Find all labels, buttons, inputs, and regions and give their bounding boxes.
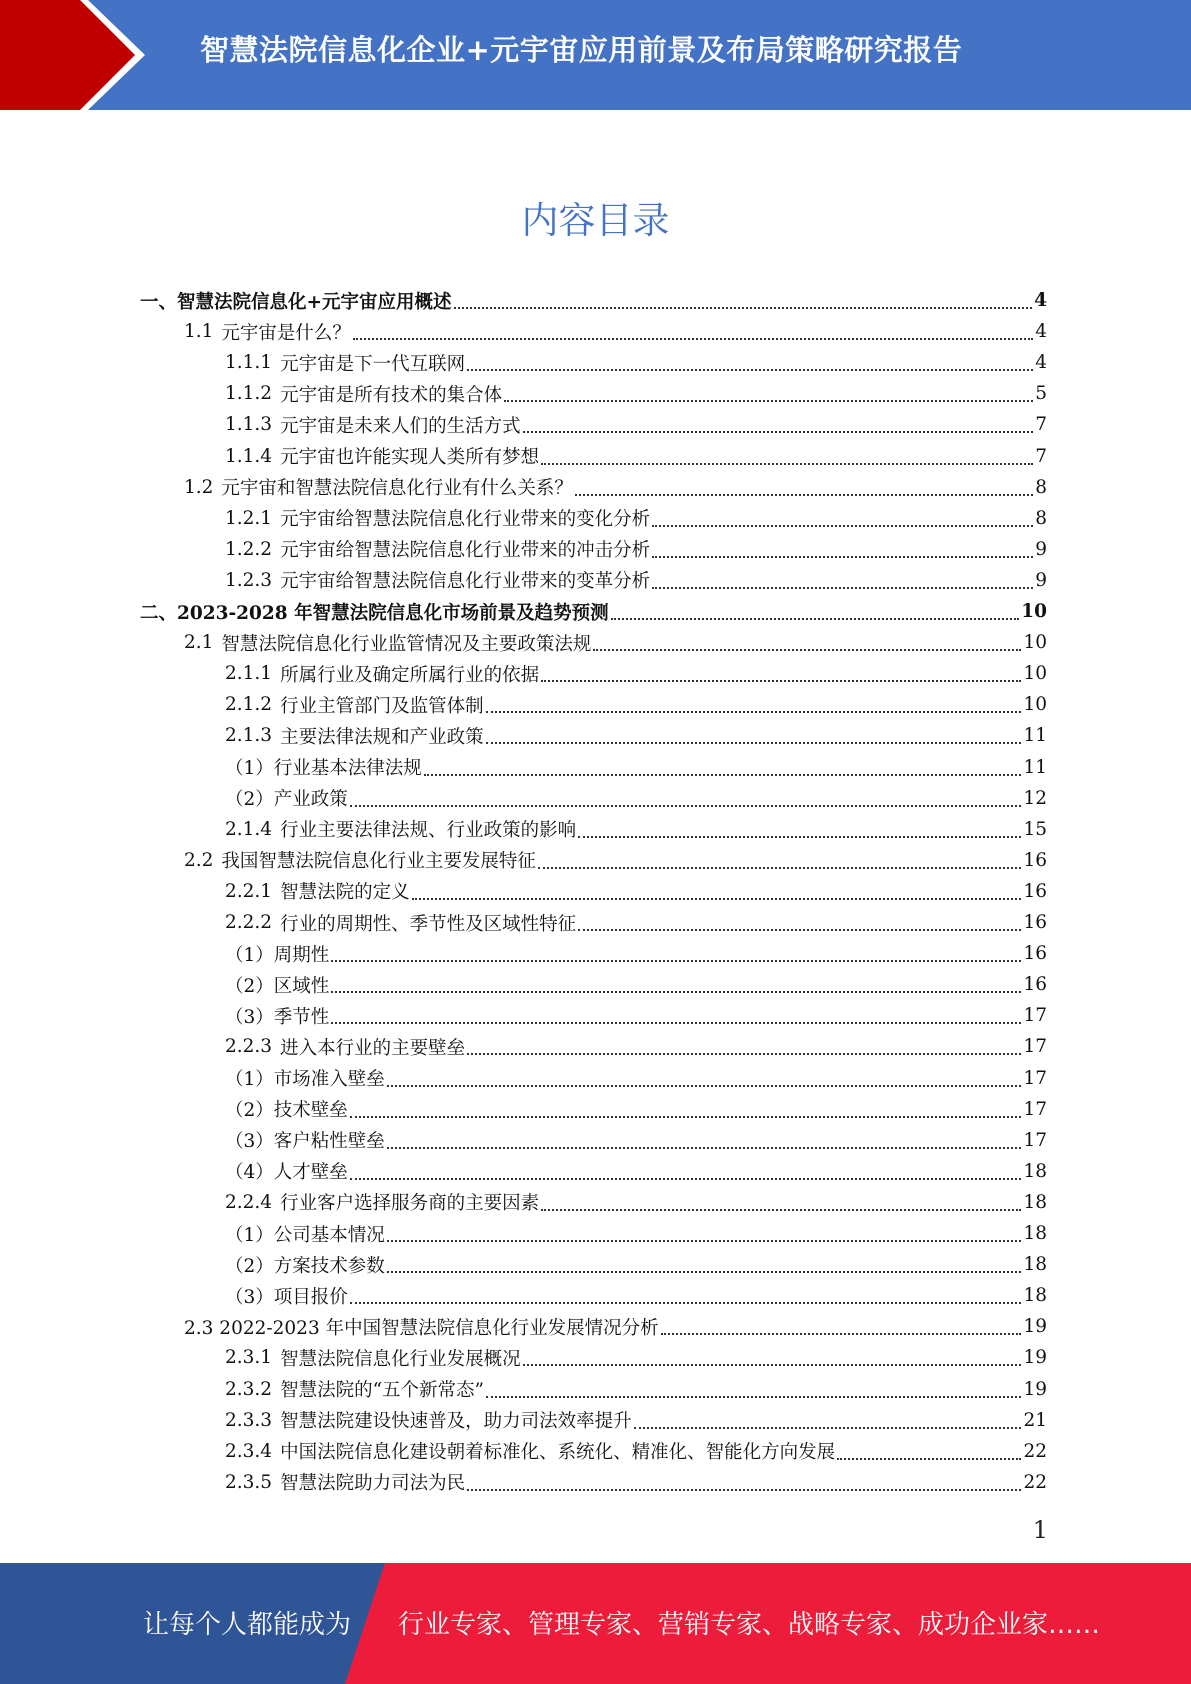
toc-dot-leader <box>541 462 1033 465</box>
toc-entry[interactable] <box>225 1280 1047 1311</box>
toc-entry-text: （4）人才壁垒 <box>225 1162 348 1184</box>
toc-entry-page: 4 <box>1034 290 1047 311</box>
toc-entry[interactable] <box>140 285 1047 316</box>
report-title: 智慧法院信息化企业+元宇宙应用前景及布局策略研究报告 <box>200 33 963 67</box>
toc-entry-number: 2.3.2 <box>225 1378 273 1400</box>
toc-entry-page: 19 <box>1023 1347 1047 1369</box>
toc-dot-leader <box>541 679 1021 682</box>
toc-entry-text: 行业主管部门及监管体制 <box>280 695 484 717</box>
toc-dot-leader <box>541 1208 1021 1211</box>
toc-dot-leader <box>661 1332 1022 1335</box>
toc-entry-page: 7 <box>1035 414 1047 436</box>
toc-entry-number: 2.2.3 <box>225 1036 273 1058</box>
toc-entry-text: （3）客户粘性壁垒 <box>225 1131 385 1153</box>
toc-entry-page: 16 <box>1023 849 1047 871</box>
toc-entry-text: 行业客户选择服务商的主要因素 <box>280 1193 540 1215</box>
toc-entry-number: 1.1.1 <box>225 352 273 374</box>
toc-entry-text: 元宇宙给智慧法院信息化行业带来的变革分析 <box>280 571 651 593</box>
toc-dot-leader <box>575 493 1033 496</box>
toc-entry-number: 2.3.3 <box>225 1409 273 1431</box>
toc-entry-number: 2.1.4 <box>225 818 273 840</box>
toc-entry-text: （2）方案技术参数 <box>225 1255 385 1277</box>
toc-dot-leader <box>538 866 1022 869</box>
toc-dot-leader <box>387 1270 1022 1273</box>
toc-dot-leader <box>467 1052 1021 1055</box>
toc-entry-text: 智慧法院建设快速普及，助力司法效率提升 <box>280 1411 632 1433</box>
toc-dot-leader <box>523 430 1034 433</box>
toc-entry-text: （1）行业基本法律法规 <box>225 758 422 779</box>
toc-entry-page: 10 <box>1023 632 1047 654</box>
toc-entry-page: 18 <box>1023 1160 1047 1182</box>
toc-entry-page: 22 <box>1023 1440 1047 1462</box>
toc-entry-page: 12 <box>1023 787 1047 809</box>
toc-dot-leader <box>486 1395 1021 1398</box>
toc-entry-number: 1.1.3 <box>225 414 273 436</box>
toc-entry-number: 2.1.3 <box>225 725 273 747</box>
toc-entry-number: 2.3.1 <box>225 1347 273 1369</box>
toc-entry-page: 7 <box>1035 445 1047 467</box>
header-arrow-decoration <box>0 0 150 110</box>
toc-entry-text: 进入本行业的主要壁垒 <box>280 1037 466 1059</box>
toc-entry-page: 10 <box>1023 663 1047 685</box>
toc-entry-text: 智慧法院的定义 <box>280 882 410 904</box>
toc-entry-page: 17 <box>1023 1036 1047 1058</box>
toc-dot-leader <box>454 306 1033 309</box>
toc-dot-leader <box>467 1488 1021 1491</box>
toc-entry-number: 2.3.4 <box>225 1440 273 1462</box>
toc-entry[interactable] <box>225 1249 1047 1280</box>
toc-entry-text: 元宇宙是所有技术的集合体 <box>280 384 503 406</box>
toc-entry-text: 我国智慧法院信息化行业主要发展特征 <box>221 851 536 873</box>
toc-dot-leader <box>331 959 1021 962</box>
toc-entry[interactable] <box>225 565 1047 596</box>
toc-dot-leader <box>350 1177 1022 1180</box>
toc-entry[interactable] <box>225 1094 1047 1125</box>
toc-dot-leader <box>523 1363 1022 1366</box>
toc-entry[interactable] <box>225 441 1047 472</box>
toc-entry-number: 1.2.2 <box>225 538 273 560</box>
toc-entry[interactable] <box>225 876 1047 907</box>
toc-entry-number: 1.2.3 <box>225 569 273 591</box>
toc-entry-page: 9 <box>1035 538 1047 560</box>
toc-entry[interactable] <box>225 938 1047 969</box>
toc-entry[interactable] <box>184 472 1047 503</box>
toc-entry[interactable] <box>225 1125 1047 1156</box>
toc-entry-page: 18 <box>1023 1191 1047 1213</box>
toc-entry[interactable] <box>225 783 1047 814</box>
toc-entry[interactable] <box>225 1342 1047 1373</box>
toc-entry-page: 18 <box>1023 1254 1047 1276</box>
toc-entry-number: 1.2 <box>184 476 214 498</box>
toc-entry[interactable] <box>184 627 1047 658</box>
toc-dot-leader <box>350 1115 1022 1118</box>
toc-entry-text: 二、2023-2028 年智慧法院信息化市场前景及趋势预测 <box>140 602 609 624</box>
toc-entry[interactable] <box>225 1063 1047 1094</box>
toc-entry-number: 1.1.4 <box>225 445 273 467</box>
toc-entry[interactable] <box>225 689 1047 720</box>
toc-entry[interactable] <box>225 969 1047 1000</box>
toc-dot-leader <box>578 835 1021 838</box>
toc-entry-text: （3）项目报价 <box>225 1286 348 1308</box>
toc-entry-page: 4 <box>1035 352 1047 374</box>
toc-dot-leader <box>387 1146 1022 1149</box>
page-number: 1 <box>1032 1516 1048 1544</box>
toc-dot-leader <box>652 555 1033 558</box>
toc-entry-number: 1.1 <box>184 321 214 343</box>
toc-entry-text: （2）技术壁垒 <box>225 1100 348 1122</box>
toc-entry[interactable] <box>225 1405 1047 1436</box>
toc-entry-text: 智慧法院信息化行业监管情况及主要政策法规 <box>221 633 592 655</box>
toc-dot-leader <box>331 990 1021 993</box>
toc-entry-page: 19 <box>1023 1316 1047 1338</box>
toc-entry-page: 17 <box>1023 1005 1047 1027</box>
toc-dot-leader <box>486 710 1022 713</box>
toc-entry-page: 10 <box>1023 694 1047 716</box>
toc-dot-leader <box>611 617 1020 620</box>
toc-dot-leader <box>652 586 1033 589</box>
toc-entry-text: 智慧法院信息化行业发展概况 <box>280 1348 521 1370</box>
toc-entry[interactable] <box>184 845 1047 876</box>
toc-entry-page: 11 <box>1023 725 1047 747</box>
toc-entry-page: 22 <box>1023 1471 1047 1493</box>
toc-entry[interactable] <box>225 720 1047 751</box>
toc-entry-page: 9 <box>1035 569 1047 591</box>
footer-slogan-left: 让每个人都能成为 <box>143 1610 352 1640</box>
toc-entry-number: 2.3.5 <box>225 1471 273 1493</box>
toc-entry[interactable] <box>225 1156 1047 1187</box>
toc-dot-leader <box>634 1426 1022 1429</box>
toc-entry[interactable] <box>140 596 1047 627</box>
toc-entry-number: 1.2.1 <box>225 507 273 529</box>
toc-dot-leader <box>578 928 1021 931</box>
toc-entry-page: 8 <box>1035 476 1047 498</box>
toc-entry[interactable] <box>225 1000 1047 1031</box>
toc-dot-leader <box>486 741 1022 744</box>
toc-entry-text: （3）季节性 <box>225 1006 330 1028</box>
toc-entry[interactable] <box>225 814 1047 845</box>
toc-heading: 内容目录 <box>521 199 670 242</box>
toc-entry-page: 5 <box>1035 383 1047 405</box>
toc-entry-number: 1.1.2 <box>225 383 273 405</box>
toc-dot-leader <box>353 337 1033 340</box>
toc-entry-text: 智慧法院的“五个新常态” <box>280 1380 484 1401</box>
toc-entry-text: 主要法律法规和产业政策 <box>280 726 484 748</box>
toc-entry-text: 中国法院信息化建设朝着标准化、系统化、精准化、智能化方向发展 <box>280 1442 836 1464</box>
toc-entry-page: 4 <box>1035 321 1047 343</box>
toc-entry-number: 2.2.1 <box>225 880 273 902</box>
toc-entry-text: （2）产业政策 <box>225 789 348 811</box>
toc-dot-leader <box>387 1084 1022 1087</box>
toc-entry-page: 16 <box>1023 943 1047 965</box>
header-banner <box>0 0 1191 110</box>
toc-entry-text: 行业的周期性、季节性及区域性特征 <box>280 913 577 935</box>
toc-entry[interactable] <box>225 752 1047 783</box>
toc-entry[interactable] <box>225 907 1047 938</box>
toc-entry[interactable] <box>225 1436 1047 1467</box>
toc-entry-page: 8 <box>1035 507 1047 529</box>
toc-entry-page: 10 <box>1021 601 1047 622</box>
toc-dot-leader <box>331 1021 1021 1024</box>
toc-entry-text: 元宇宙给智慧法院信息化行业带来的冲击分析 <box>280 540 651 562</box>
toc-entry[interactable] <box>225 1374 1047 1405</box>
toc-entry-page: 17 <box>1023 1129 1047 1151</box>
toc-entry[interactable] <box>225 409 1047 440</box>
toc-entry-text: 智慧法院助力司法为民 <box>280 1473 466 1495</box>
toc-entry-text: （1）公司基本情况 <box>225 1224 385 1246</box>
toc-entry-text: 元宇宙和智慧法院信息化行业有什么关系？ <box>221 478 573 500</box>
toc-entry[interactable] <box>225 1467 1047 1498</box>
toc-dot-leader <box>350 1301 1022 1304</box>
toc-dot-leader <box>504 399 1033 402</box>
toc-entry[interactable] <box>225 1218 1047 1249</box>
toc-entry-text: 2.3 2022-2023 年中国智慧法院信息化行业发展情况分析 <box>184 1317 659 1339</box>
toc-dot-leader <box>387 1239 1022 1242</box>
toc-entry-number: 2.2 <box>184 849 214 871</box>
toc-dot-leader <box>424 773 1022 776</box>
toc-dot-leader <box>593 648 1021 651</box>
toc-dot-leader <box>412 897 1022 900</box>
toc-entry-text: 所属行业及确定所属行业的依据 <box>280 664 540 686</box>
toc-entry[interactable] <box>225 658 1047 689</box>
toc-dot-leader <box>467 368 1033 371</box>
toc-entry-number: 2.2.4 <box>225 1191 273 1213</box>
toc-entry-page: 16 <box>1023 912 1047 933</box>
toc-entry-text: 行业主要法律法规、行业政策的影响 <box>280 820 577 842</box>
toc-entry-text: 一、智慧法院信息化+元宇宙应用概述 <box>140 291 452 313</box>
toc-entry-text: 元宇宙是下一代互联网 <box>280 353 466 375</box>
toc-entry-page: 18 <box>1023 1223 1047 1244</box>
toc-entry-number: 2.1 <box>184 632 214 654</box>
toc-entry-text: 元宇宙是什么？ <box>221 322 351 344</box>
toc-dot-leader <box>350 804 1022 807</box>
toc-entry[interactable] <box>225 534 1047 565</box>
toc-dot-leader <box>652 524 1033 527</box>
toc-entry[interactable] <box>184 1311 1047 1342</box>
toc-entry[interactable] <box>225 503 1047 534</box>
toc-entry-page: 16 <box>1023 880 1047 902</box>
footer-slogan-right: 行业专家、管理专家、营销专家、战略专家、成功企业家…… <box>398 1610 1101 1640</box>
toc-entry[interactable] <box>225 1187 1047 1218</box>
toc-entry-number: 2.1.2 <box>225 694 273 716</box>
toc-entry-number: 2.2.2 <box>225 912 273 933</box>
toc-entry[interactable] <box>225 378 1047 409</box>
toc-entry[interactable] <box>225 347 1047 378</box>
toc-entry[interactable] <box>184 316 1047 347</box>
toc-entry-page: 18 <box>1023 1285 1047 1307</box>
toc-entry-text: （1）市场准入壁垒 <box>225 1069 385 1090</box>
toc-entry-text: （1）周期性 <box>225 944 330 966</box>
toc-entry-page: 11 <box>1023 756 1047 778</box>
toc-entry-text: 元宇宙也许能实现人类所有梦想 <box>280 447 540 468</box>
toc-entry-text: 元宇宙给智慧法院信息化行业带来的变化分析 <box>280 509 651 531</box>
toc-entry-page: 16 <box>1023 974 1047 996</box>
toc-entry-text: （2）区域性 <box>225 975 330 997</box>
footer-banner <box>0 1563 1191 1684</box>
toc-entry-page: 15 <box>1023 818 1047 840</box>
toc-entry-page: 21 <box>1023 1409 1047 1431</box>
toc-entry-text: 元宇宙是未来人们的生活方式 <box>280 415 521 437</box>
toc-entry[interactable] <box>225 1031 1047 1062</box>
toc-entry-page: 17 <box>1023 1098 1047 1120</box>
toc-entry-page: 17 <box>1023 1067 1047 1089</box>
toc-entry-page: 19 <box>1023 1378 1047 1400</box>
toc-dot-leader <box>837 1457 1021 1460</box>
toc-entry-number: 2.1.1 <box>225 663 273 685</box>
